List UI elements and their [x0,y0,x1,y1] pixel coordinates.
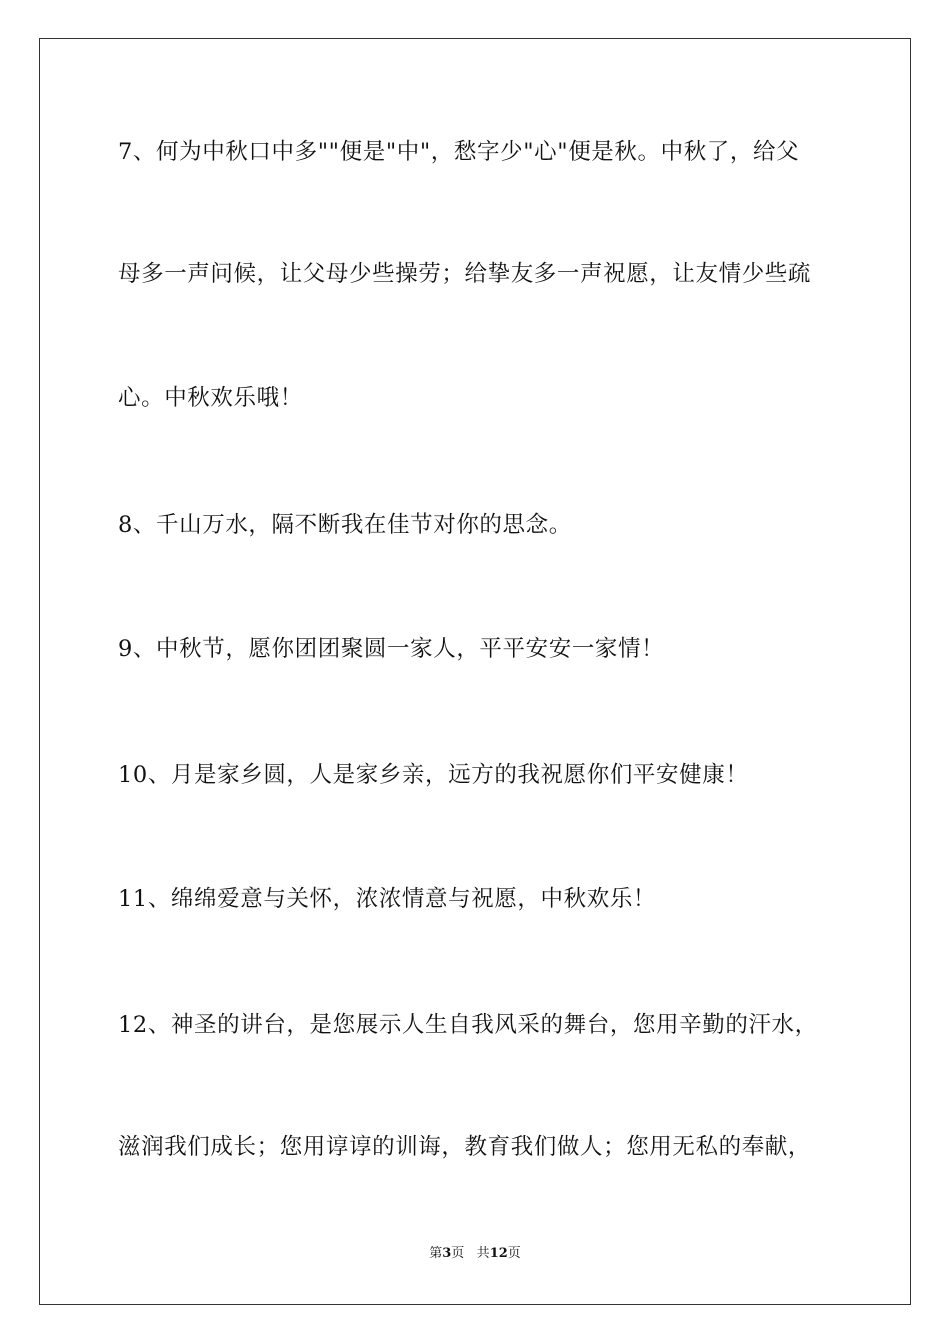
total-prefix: 共 [476,1246,490,1261]
text-line-9: 滋润我们成长；您用谆谆的训诲，教育我们做人；您用无私的奉献， [118,1134,812,1160]
text-line-8: 12、神圣的讲台，是您展示人生自我风采的舞台，您用辛勤的汗水， [118,1012,818,1038]
page-prefix: 第 [429,1246,443,1261]
text-line-2: 母多一声问候，让父母少些操劳；给挚友多一声祝愿，让友情少些疏 [118,261,812,287]
page-border [39,38,911,1305]
text-line-7: 11、绵绵爱意与关怀，浓浓情意与祝愿，中秋欢乐！ [118,886,657,912]
total-pages: 12 [489,1246,508,1261]
text-line-1: 7、何为中秋口中多""便是"中"，愁字少"心"便是秋。中秋了，给父 [118,139,800,165]
text-line-3: 心。中秋欢乐哦！ [118,385,303,411]
total-suffix: 页 [507,1246,521,1261]
text-line-6: 10、月是家乡圆，人是家乡亲，远方的我祝愿你们平安健康！ [118,762,749,788]
text-line-4: 8、千山万水，隔不断我在佳节对你的思念。 [118,512,572,538]
page-suffix: 页 [451,1246,465,1261]
page-number: 3 [442,1246,452,1261]
text-line-5: 9、中秋节，愿你团团聚圆一家人，平平安安一家情！ [118,636,665,662]
page-footer [0,1245,950,1263]
